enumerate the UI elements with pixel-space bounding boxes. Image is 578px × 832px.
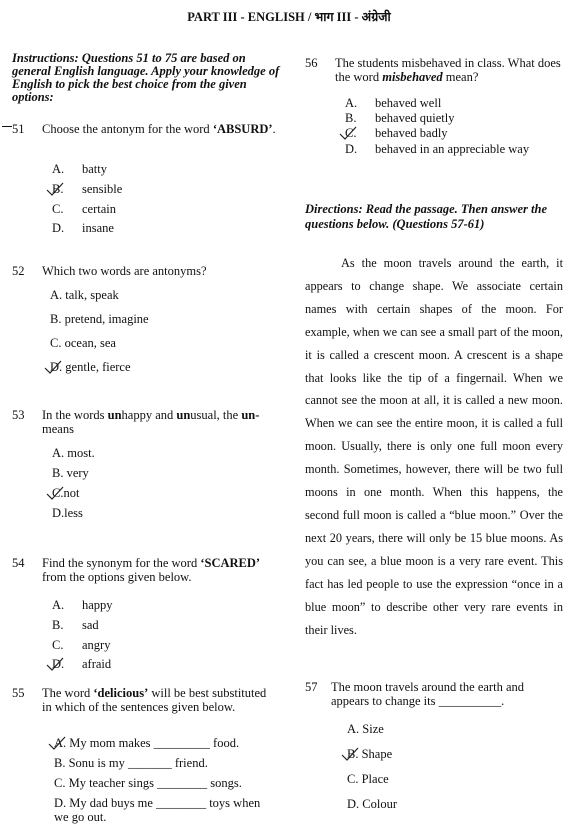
option-53-c[interactable]: C.not (52, 486, 79, 500)
question-51 (12, 122, 282, 136)
tick-mark-icon (44, 360, 62, 374)
instructions: Instructions: Questions 51 to 75 are based on general English language. Apply your knowledge of English to pick the best choice from the given options: (12, 51, 280, 104)
question-text: The students misbehaved in class. What does the word misbehaved mean? (335, 56, 561, 84)
option-54-b[interactable]: B. sad (52, 618, 99, 632)
option-51-b[interactable]: B. sensible (52, 182, 122, 196)
reading-passage: As the moon travels around the earth, it appears to change shape. We associate certain names with certain shapes of the moon. For example, when we can see a small part of the moon, it is called a crescent moon. A crescent is a shape that looks like the tip of a fingernail. When we cannot see the moon at all, it is called a new moon. When we can see the entire moon, it is called a full moon. Usually, there is only one full moon every month. Sometimes, however, there will be two full moons in one month. When this happens, the second full moon is called a “blue moon.” Over the next 20 years, there will only be 15 blue moons. As you can see, a blue moon is a very rare event. This fact has led people to use the expression “once in a blue moon” to describe other very rare events in their lives. (305, 256, 563, 637)
option-56-a[interactable]: A. behaved well (345, 96, 442, 110)
option-56-b[interactable]: B. behaved quietly (345, 111, 455, 125)
question-55 (12, 686, 274, 714)
option-53-a[interactable]: A. most. (52, 446, 95, 460)
option-56-c[interactable]: C. behaved badly (345, 126, 448, 140)
option-54-c[interactable]: C. angry (52, 638, 111, 652)
option-57-c[interactable]: C. Place (347, 772, 389, 786)
option-55-a[interactable]: A. My mom makes _________ food. (54, 736, 239, 750)
page-title: PART III - ENGLISH / भाग III - अंग्रेजी (187, 10, 391, 24)
option-54-d[interactable]: D. afraid (52, 657, 111, 671)
option-52-a[interactable]: A. talk, speak (50, 288, 119, 302)
option-55-d[interactable]: D. My dad buys me ________ toys when we go out. (54, 796, 261, 824)
left-column (12, 51, 280, 824)
option-52-c[interactable]: C. ocean, sea (50, 336, 116, 350)
question-number: 52 (12, 264, 25, 278)
option-52-b[interactable]: B. pretend, imagine (50, 312, 149, 326)
option-51-a[interactable]: A. batty (52, 162, 107, 176)
tick-mark-icon (46, 657, 64, 671)
tick-mark-icon (341, 747, 359, 761)
question-53 (12, 408, 282, 436)
option-57-a[interactable]: A. Size (347, 722, 384, 736)
question-number: 55 (12, 686, 25, 700)
tick-mark-icon (48, 736, 66, 750)
question-number: 54 (12, 556, 25, 570)
option-56-d[interactable]: D. behaved in an appreciable way (345, 142, 530, 156)
tick-mark-icon (46, 486, 64, 500)
question-number: 53 (12, 408, 25, 422)
option-55-c[interactable]: C. My teacher sings ________ songs. (54, 776, 242, 790)
question-text: In the words unhappy and unusual, the un- means (42, 408, 260, 436)
option-53-d[interactable]: D.less (52, 506, 83, 520)
tick-mark-icon (339, 126, 357, 140)
question-text: The word ‘delicious’ will be best substituted in which of the sentences given below. (42, 686, 267, 714)
question-text: Find the synonym for the word ‘SCARED’ from the options given below. (42, 556, 261, 584)
option-51-d[interactable]: D. insane (52, 221, 114, 235)
question-text: Choose the antonym for the word ‘ABSURD’. (42, 122, 276, 136)
tick-mark-icon (46, 182, 64, 196)
option-54-a[interactable]: A. happy (52, 598, 113, 612)
question-54 (12, 556, 282, 584)
question-text: The moon travels around the earth and appears to change its __________. (331, 680, 524, 708)
question-number: 51 (12, 122, 25, 136)
margin-mark (2, 126, 12, 127)
option-57-d[interactable]: D. Colour (347, 797, 398, 811)
question-number: 56 (305, 56, 318, 70)
option-55-b[interactable]: B. Sonu is my _______ friend. (54, 756, 208, 770)
question-57 (305, 680, 545, 708)
option-53-b[interactable]: B. very (52, 466, 89, 480)
option-51-c[interactable]: C. certain (52, 202, 117, 216)
question-52 (12, 264, 282, 278)
option-52-d[interactable]: D. gentle, fierce (50, 360, 131, 374)
question-56 (305, 56, 567, 84)
question-text: Which two words are antonyms? (42, 264, 207, 278)
passage-directions: Directions: Read the passage. Then answer the questions below. (Questions 57-61) (305, 202, 548, 231)
option-57-b[interactable]: B. Shape (347, 747, 392, 761)
question-number: 57 (305, 680, 318, 694)
